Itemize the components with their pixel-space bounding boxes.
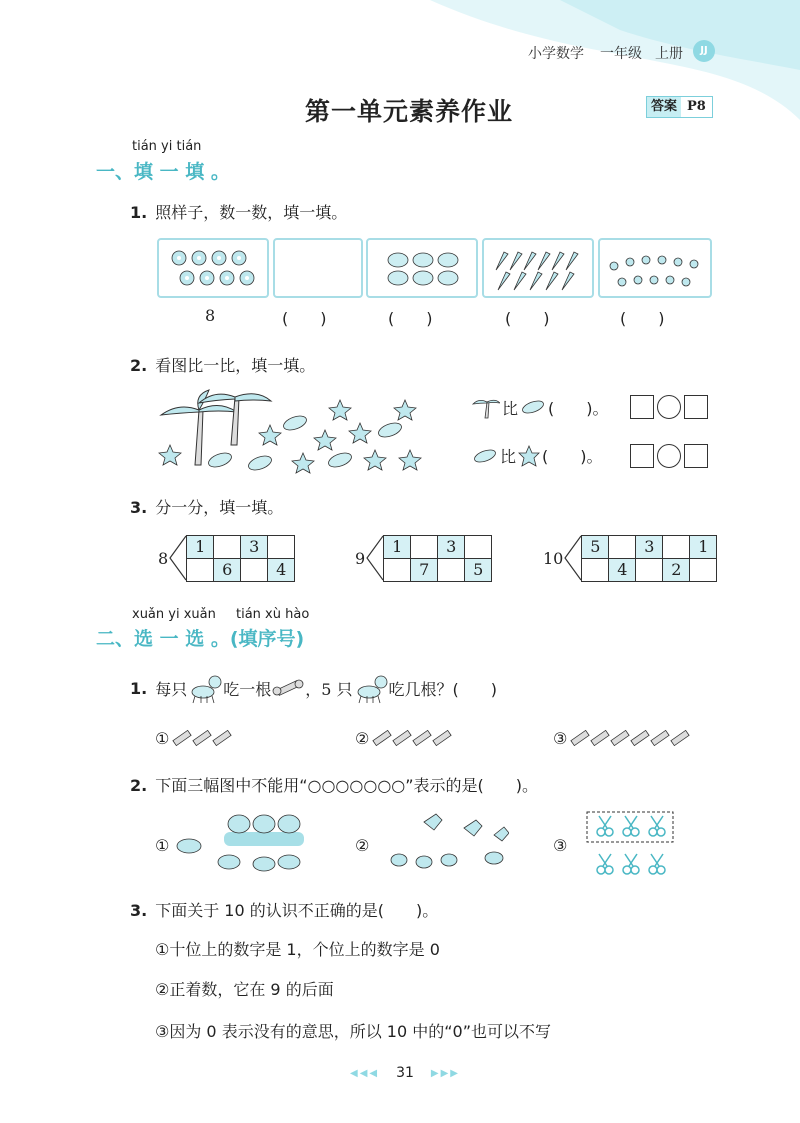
s2q3-option-1[interactable]: ①十位上的数字是 1，个位上的数字是 0 [155, 940, 440, 959]
header-badge: JJ [693, 40, 715, 62]
q1-box-flowers [157, 238, 269, 298]
grid-cell: 4 [268, 558, 295, 581]
q3-number: 3. [130, 498, 148, 517]
split-10 [543, 534, 717, 582]
q2-answer-boxes-2[interactable] [630, 444, 708, 468]
grid-cell[interactable] [465, 535, 492, 558]
s2q1-option-3[interactable] [553, 725, 697, 751]
grid-cell: 2 [663, 558, 690, 581]
split-bracket [563, 534, 581, 582]
s2q3-option-3[interactable]: ③因为 0 表示没有的意思，所以 10 中的“0”也可以不写 [155, 1022, 551, 1041]
carrot-icon [484, 240, 592, 296]
grid-cell[interactable] [214, 535, 241, 558]
section2-pinyin-1: xuǎn yi xuǎn [132, 607, 216, 622]
grid-cell[interactable] [609, 535, 636, 558]
header-volume: 上册 [655, 46, 683, 62]
section2-heading [96, 624, 304, 651]
bone-icon [369, 725, 459, 751]
option-label: ① [155, 835, 170, 855]
grid-cell: 7 [411, 558, 438, 581]
bone-icon [567, 725, 697, 751]
s2q1-text-d[interactable]: 吃几根？( ) [388, 679, 498, 699]
split-bracket [168, 534, 186, 582]
s2q2-option-1[interactable] [155, 810, 309, 880]
answer-page: P8 [687, 99, 706, 114]
section2-pinyin-2: tián xù hào [236, 607, 310, 622]
s2q1-option-1[interactable] [155, 725, 239, 751]
q2-compare-2 [472, 444, 603, 467]
grid-cell: 3 [636, 535, 663, 558]
answer-square[interactable] [684, 395, 708, 419]
q3-text: 分一分，填一填。 [155, 498, 284, 517]
q1-text: 照样子，数一数，填一填。 [155, 203, 348, 222]
option-label: ② [355, 728, 370, 748]
s2q1-number: 1. [130, 678, 148, 698]
grid-cell: 1 [384, 535, 411, 558]
shell-icon [520, 397, 546, 417]
cabbage-icon [368, 240, 476, 296]
grid-cell: 3 [241, 535, 268, 558]
q1-box-empty [273, 238, 363, 298]
s2q2-option-3[interactable] [553, 810, 677, 880]
q1-line [130, 200, 347, 223]
split-grid [581, 535, 717, 582]
q1-answer-3[interactable]: ( ) [388, 309, 433, 328]
grid-cell: 5 [582, 535, 609, 558]
option-label: ③ [553, 835, 568, 855]
bird-icon [391, 814, 509, 868]
page-number: 31 [396, 1065, 414, 1081]
grid-cell[interactable] [241, 558, 268, 581]
grid-cell[interactable] [438, 558, 465, 581]
grid-cell: 6 [214, 558, 241, 581]
q1-answer-1: 8 [205, 306, 216, 325]
s2q3-option-2[interactable]: ②正着数，它在 9 的后面 [155, 980, 334, 999]
cherry-icon [600, 240, 710, 296]
bird-group-icon [369, 810, 509, 880]
q1-box-cabbage [366, 238, 478, 298]
q2-scene-palms-stars-shells [155, 385, 425, 480]
s2q1-option-2[interactable] [355, 725, 459, 751]
q2-number: 2. [130, 356, 148, 375]
split-bracket [365, 534, 383, 582]
q1-answer-4[interactable]: ( ) [505, 309, 550, 328]
grid-cell[interactable] [636, 558, 663, 581]
s2q1-line [130, 672, 497, 704]
scissors-icon [597, 816, 665, 874]
s2q1-text-a: 每只 [155, 679, 188, 699]
grid-cell: 1 [187, 535, 214, 558]
split-total: 9 [355, 548, 366, 568]
option-label: ③ [553, 728, 568, 748]
s2q2-number: 2. [130, 776, 148, 795]
answer-circle[interactable] [657, 395, 681, 419]
answer-square[interactable] [630, 395, 654, 419]
scissors-group-icon [567, 810, 677, 880]
s2q2-option-2[interactable] [355, 810, 509, 880]
split-total: 10 [543, 548, 564, 568]
flower-icon [159, 240, 267, 296]
grid-cell: 4 [609, 558, 636, 581]
right-arrows-icon: ▶▶▶ [430, 1067, 460, 1079]
q2-answer-boxes-1[interactable] [630, 395, 708, 419]
grid-cell[interactable] [187, 558, 214, 581]
s2q3-text[interactable]: 下面关于 10 的认识不正确的是( )。 [155, 901, 439, 920]
q2-bi-1: 比 [502, 398, 519, 418]
left-arrows-icon: ◀◀◀ [350, 1067, 380, 1079]
answer-tag [646, 96, 713, 118]
star-icon [518, 445, 540, 467]
split-grid [186, 535, 295, 582]
bone-icon [169, 725, 239, 751]
split-grid [383, 535, 492, 582]
dog-icon [187, 672, 223, 704]
q2-bi-2: 比 [500, 447, 517, 466]
q2-blank-1[interactable]: ( )。 [548, 398, 609, 418]
section1-label: 一、填 一 填 。 [96, 161, 230, 183]
header-subject: 小学数学 [528, 46, 584, 62]
answer-label: 答案 [647, 97, 681, 117]
frog-group-icon [169, 810, 309, 880]
bone-icon [271, 677, 305, 699]
grid-cell[interactable] [582, 558, 609, 581]
answer-square[interactable] [630, 444, 654, 468]
grid-cell[interactable] [663, 535, 690, 558]
split-total: 8 [158, 548, 169, 568]
answer-square[interactable] [684, 444, 708, 468]
s2q1-text-c: ，5 只 [305, 679, 353, 699]
q1-number: 1. [130, 203, 148, 222]
q2-text: 看图比一比，填一填。 [155, 356, 316, 375]
q2-blank-2[interactable]: ( )。 [542, 447, 603, 466]
q1-box-cherries [598, 238, 712, 298]
q1-box-carrots [482, 238, 594, 298]
answer-circle[interactable] [657, 444, 681, 468]
s2q1-text-b: 吃一根 [223, 679, 272, 699]
s2q2-line [130, 773, 538, 796]
option-label: ② [355, 835, 370, 855]
split-9 [355, 534, 492, 582]
grid-cell[interactable] [690, 558, 717, 581]
grid-cell: 1 [690, 535, 717, 558]
q3-line [130, 495, 283, 518]
option-label: ① [155, 728, 170, 748]
section1-pinyin: tián yi tián [132, 139, 202, 154]
page-title: 第一单元素养作业 [305, 97, 514, 126]
s2q3-number: 3. [130, 901, 148, 920]
section1-heading [96, 157, 230, 184]
grid-cell: 3 [438, 535, 465, 558]
grid-cell[interactable] [411, 535, 438, 558]
dog-icon [353, 672, 389, 704]
q2-compare-1 [472, 395, 609, 419]
s2q2-text[interactable]: 下面三幅图中不能用“○○○○○○○”表示的是( )。 [155, 776, 539, 795]
grid-cell[interactable] [384, 558, 411, 581]
split-8 [158, 534, 295, 582]
q2-line [130, 353, 315, 376]
q1-answer-5[interactable]: ( ) [620, 309, 665, 328]
section2-label: 二、选 一 选 。(填序号) [96, 628, 305, 650]
header-grade: 一年级 [600, 46, 642, 62]
footer [350, 1065, 460, 1081]
q1-answer-2[interactable]: ( ) [282, 309, 327, 328]
grid-cell: 5 [465, 558, 492, 581]
s2q3-line [130, 898, 438, 921]
grid-cell[interactable] [268, 535, 295, 558]
palm-icon [472, 395, 500, 419]
shell-icon [472, 446, 498, 466]
